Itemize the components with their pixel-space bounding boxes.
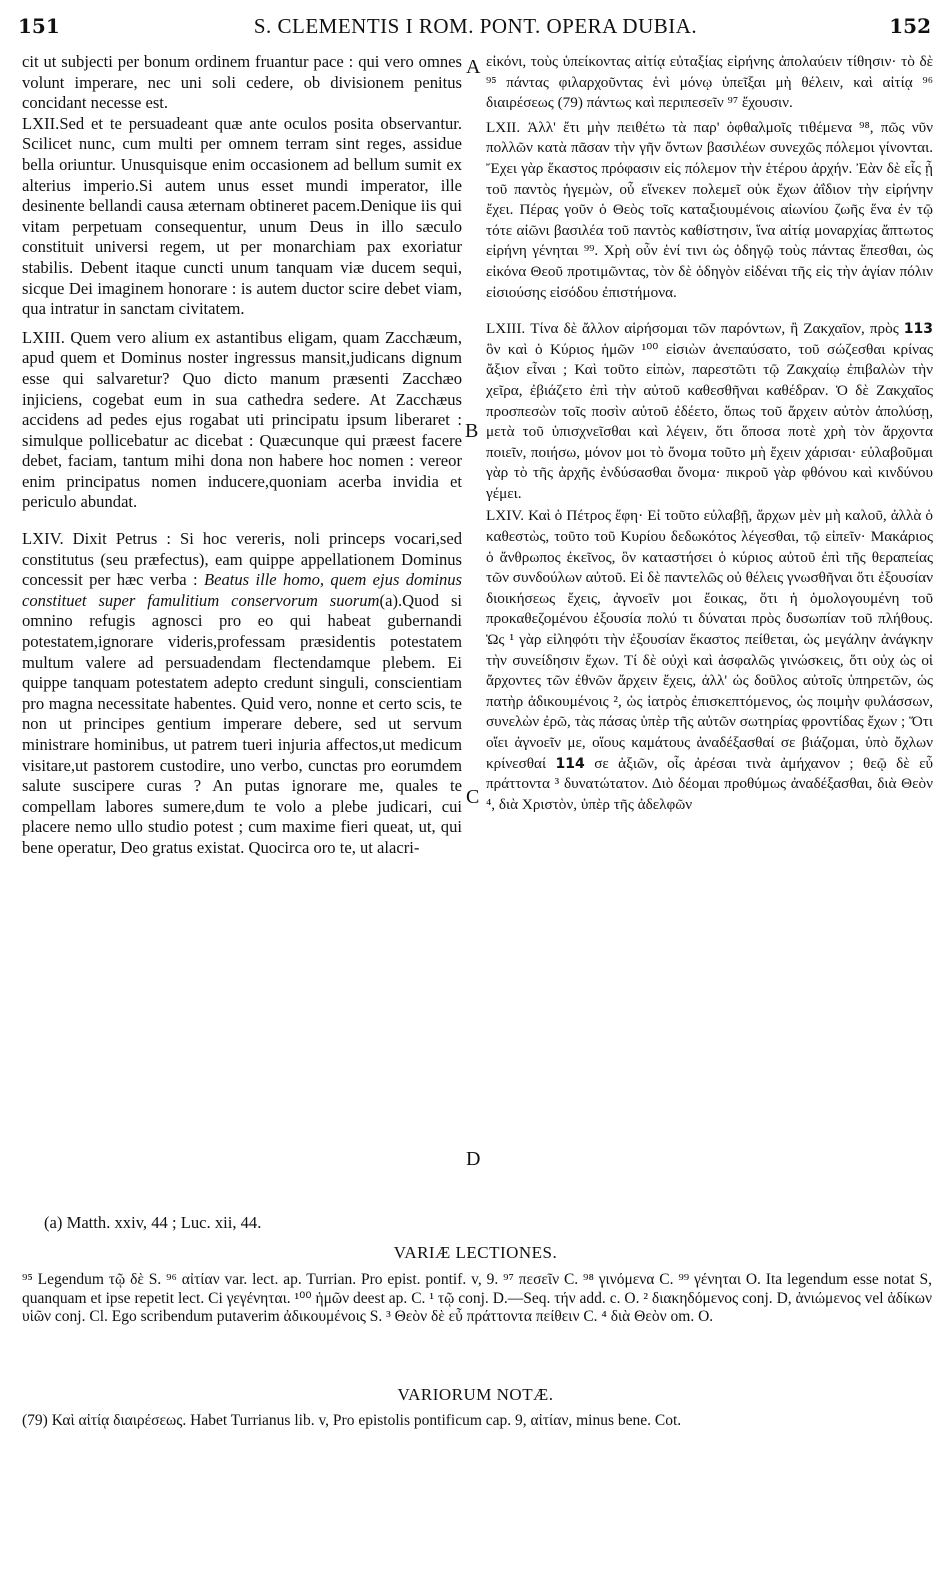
variorum-notae-title: VARIORUM NOTÆ. — [397, 1385, 554, 1404]
running-title: S. CLEMENTIS I ROM. PONT. OPERA DUBIA. — [253, 14, 698, 38]
margin-marker-d: D — [466, 1148, 481, 1170]
variorum-notae-text: (79) Καὶ αἰτίᾳ διαιρέσεως. Habet Turrianus lib. v, Pro epistolis pontificum cap. 9, αἰτίαν, minus bene. Cot. — [22, 1412, 682, 1429]
greek-lxiii-text: LXIII. Τίνα δὲ ἄλλον αἱρήσομαι τῶν παρόντων, ἢ Ζακχαῖον, πρὸς — [486, 320, 899, 338]
paragraph-gap — [22, 513, 462, 529]
latin-lxiv-continuation: (a).Quod si omnino refugis agnosci pro eo qui habeat gubernandi potestatem,ignorare videris,professam præsidentis potestatem multum valere ad persuadendam flectendamque plebem. Ei quippe tanquam potestatem adepto credunt singuli, conscientiam pro magna necessitate habentes. Quid vero, nonne et certo scis, te non ut principes gentium imperare debere, sed ut servum ministrare hominibus, ut patrem tueri injuria affectos,ut medicum visitare,ut pastorem custodire, uno verbo, cunctas pro eorumdem salute suscipere curas ? An putas ignorare me, quales te compellam labores sumere,dum te volo a plebe judicari, cui placere nemo ullo studio potest ; cum maxime fieri queat, ut, qui bene operatur, Deo gratus existat. Quocirca oro te, ut alacri- — [22, 590, 463, 857]
column-number-113: 113 — [903, 321, 934, 338]
greek-paragraph-lxiv — [486, 506, 933, 815]
left-page-number: 151 — [18, 14, 60, 38]
latin-paragraph: cit ut subjecti per bonum ordinem fruantur pace : qui vero omnes volunt imperare, nec uni soli cedere, ob divisionem penitus concidant necesse est. — [22, 52, 462, 113]
greek-column — [486, 52, 933, 815]
greek-lxiv-continuation: σε ἀξιῶν, οἷς ἀρέσαι τινὰ ἀμήχανον ; θεῷ δὲ εὖ πράττοντα ³ δυνατώτατον. Διὸ δέομαι προθύμως ἀναδέξασθαι, διὰ Θεὸν ⁴, διὰ Χριστὸν, ὑπὲρ τῆς ἀδελφῶν — [486, 754, 933, 813]
margin-marker-b: B — [465, 420, 479, 442]
margin-marker-a: A — [466, 56, 481, 78]
column-number-114: 114 — [555, 755, 585, 772]
scripture-quotation: Beatus ille homo, quem ejus dominus constituet super famulitium conservorum suorum — [22, 570, 463, 610]
latin-lxiv-text: LXIV. Dixit Petrus : Si hoc vereris, noli princeps vocari,sed constitutus (seu præfectus), eam quippe appellationem Dominus concessit per hæc verba : — [22, 529, 462, 590]
margin-marker-c: C — [466, 786, 480, 808]
latin-paragraph-lxiii: LXIII. Quem vero alium ex astantibus eligam, quam Zacchæum, apud quem et Dominus noster ingressus mansit,judicans dignum esse qui salvaretur? Quo dicto manum præsenti Zacchæo injiciens, cogebat eum in sua cathedra sedere. At Zacchæus accidens ad pedes ejus rogabat uti principatu ipsum liberaret : simulque pollicebatur ac dicebat : Quæcunque qui præest facere debet, faciam, tantum mihi dona non habere hoc nomen : vereor enim principatus nomen inducere,quoniam acerba invidia et periculo abundat. — [22, 327, 462, 512]
latin-paragraph-lxii: LXII.Sed et te persuadeant quæ ante oculos posita observantur. Scilicet nunc, cum multi per omnem terram sint reges, assidue bella oriuntur. Unusquisque enim occasionem ad bellum sumit ex alterius imperio.Si autem unus esset mundi imperator, ille desinente bellandi causa æternam obtineret pacem.Denique iis qui vitam perpetuam consequentur, unum Deus in illo sæculo constituit universi regem, ut per monarchiam pax exoriatur stabilis. Debent itaque cuncti unum tanquam viæ ducem sequi, sicque Dei imaginem honorare : is autem ductor scire debet viam, qua intratur in sanctam civitatem. — [22, 113, 462, 319]
greek-lxiii-continuation: ὃν καὶ ὁ Κύριος ἡμῶν ¹⁰⁰ εἰσιὼν ἀνεπαύσατο, τοῦ σώζεσθαι κρίνας ἄξιον εἶναι ; Καὶ τοῦτο εἰπὼν, παρεστῶτι τῷ Ζακχαίῳ ἐπιβαλὼν τὴν χεῖρα, ἐβιάζετο ἐπὶ τὴν αὐτοῦ καθεσθῆναι καθέδραν. Ὁ δὲ Ζακχαῖος προσπεσὼν τοῖς ποσὶν αὐτοῦ ἐδέετο, ὅπως τοῦ ἄρχειν αὐτὸν ἀπολύσῃ, μετὰ τοῦ ὑπισχνεῖσθαι καὶ λέγειν, ὅτι ὅποσα ποτὲ χρὴ τὸν ἄρχοντα ποιεῖν, ποιήσω, μόνον μοι τὸ ὄνομα τοῦτο μὴ ἔχειν χάρισαι· εὐλαβοῦμαι γὰρ τὸ τῆς ἀρχῆς ἐνδύσασθαι ὄνομα· πικροῦ γὰρ φθόνου καὶ κινδύνου γέμει. — [486, 340, 933, 502]
greek-paragraph-lxii: LXII. Ἀλλ' ἔτι μὴν πειθέτω τὰ παρ' ὀφθαλμοῖς τιθέμενα ⁹⁸, πῶς νῦν πολλῶν κατὰ πᾶσαν τὴν γῆν ὄντων βασιλέων συνεχῶς πόλεμοι γίνονται. Ἔχει γὰρ ἕκαστος πρόφασιν εἰς πόλεμον τὴν ἑτέρου ἀρχήν. Ἐὰν δὲ εἷς ᾖ τοῦ παντὸς ἡγεμὼν, οὗ εἵνεκεν πολεμεῖ οὐκ ἔχων ἀΐδιον τὴν εἰρήνην ἔχει. Πέρας γοῦν ὁ Θεὸς τοῖς καταξιουμένοις αἰωνίου ζωῆς ἕνα ἐν τῷ τότε αἰῶνι βασιλέα τοῦ παντὸς καθίστησιν, ἵνα αἰτίᾳ μοναρχίας ἄπτωτος εἰρήνη γένηται ⁹⁹. Χρὴ οὖν ἑνί τινι ὡς ὁδηγῷ τοὺς πάντας ἕπεσθαι, ὡς εἰκόνα Θεοῦ προτιμῶντας, τὸν δὲ ὁδηγὸν εἰδέναι τῆς εἰς τὴν ἁγίαν πόλιν εἰσιούσης εἰσόδου ἐπιστήμονα. — [486, 118, 933, 301]
greek-lxiv-text: LXIV. Καὶ ὁ Πέτρος ἔφη· Εἰ τοῦτο εὐλαβῇ, ἄρχων μὲν μὴ καλοῦ, ἀλλὰ ὁ καθεστὼς, τοῦτο τοῦ Κυρίου δεδωκότος λέγεσθαι, τῷ εἰπεῖν· Μακάριος ὁ ἄνθρωπος ἐκεῖνος, ὃν καταστήσει ὁ κύριος αὐτοῦ ἐπὶ τῆς θεραπείας τῶν συνδούλων αὐτοῦ. Εἰ δὲ παντελῶς οὐ θέλεις γνωσθῆναι ὅτι ἐξουσίαν διοικήσεως ἔχεις, ἀγνοεῖν μοι ἔοικας, ὅτι ἡ ὁμολογουμένη τοῦ προκαθεζομένου ἐξουσία πολύ τι δύναται πρὸς δυσωπίαν τοῦ πλήθους. Ὡς ¹ γὰρ εἰληφότι τὴν ἐξουσίαν ἕκαστος πείθεται, ὡς μεγάλην ἀνάγκην τὴν συνείδησιν ἔχων. Τί δὲ οὐχὶ καὶ ἀσφαλῶς γινώσκεις, ὅτι οὐχ ὡς οἱ ἄρχοντες τῶν ἐθνῶν ἄρχειν ἔχεις, ἀλλ' ὡς δοῦλος αὐτοῖς ὑπηρετῶν, ὡς πατὴρ ἀδικουμένοις ², ὡς ἰατρὸς ἐπισκεπτόμενος, ὡς ποιμὴν φυλάσσων, συνελὼν ἐρῶ, τὰς πάσας ὑπὲρ τῆς αὐτῶν σωτηρίας φροντίδας ἔχων ; Ὅτι οἴει ἀγνοεῖν με, οἵους καμάτους ἀναδέξασθαί σε βιάζομαι, ὑπὸ ὄχλων κρίνεσθαί — [486, 507, 933, 772]
greek-paragraph: εἰκόνι, τοὺς ὑπείκοντας αἰτίᾳ εὐταξίας εἰρήνης ἀπολαύειν τίθησιν· τὸ δὲ ⁹⁵ πάντας φιλαρχοῦντας ἑνὶ μόνῳ ὑπεῖξαι μὴ θέλειν, καὶ αἰτίᾳ ⁹⁶ διαιρέσεως (79) πάντως καὶ περιπεσεῖν ⁹⁷ ἔχουσιν. — [486, 53, 933, 112]
greek-paragraph-lxiii — [486, 319, 933, 504]
variae-lectiones-title: VARIÆ LECTIONES. — [393, 1243, 558, 1262]
latin-column — [22, 52, 462, 859]
scripture-footnote: (a) Matth. xxiv, 44 ; Luc. xii, 44. — [44, 1213, 262, 1232]
variae-lectiones-text: ⁹⁵ Legendum τῷ δὲ S. ⁹⁶ αἰτίαν var. lect. ap. Turrian. Pro epist. pontif. v, 9. ⁹⁷ πεσεῖν C. ⁹⁸ γινόμενα C. ⁹⁹ γένηται O. Ita legendum esse notat S, quanquam et ipse repetit lect. Ci γεγένηται. ¹⁰⁰ ἡμῶν deest ap. C. ¹ τῷ conj. D.—Seq. τήν add. c. O. ² διακηδόμενος conj. D, ἀνιώμενος vel ἀδίκων υἱῶν conj. Cl. Ego scribendum putaverim ἀδικουμένοις S. ³ Θεὸν δὲ εὖ πράττοντα πείθειν C. ⁴ διὰ Θεὸν om. O. — [22, 1271, 932, 1325]
latin-paragraph-lxiv — [22, 529, 462, 859]
page-header — [0, 14, 951, 48]
right-page-number: 152 — [889, 14, 931, 38]
